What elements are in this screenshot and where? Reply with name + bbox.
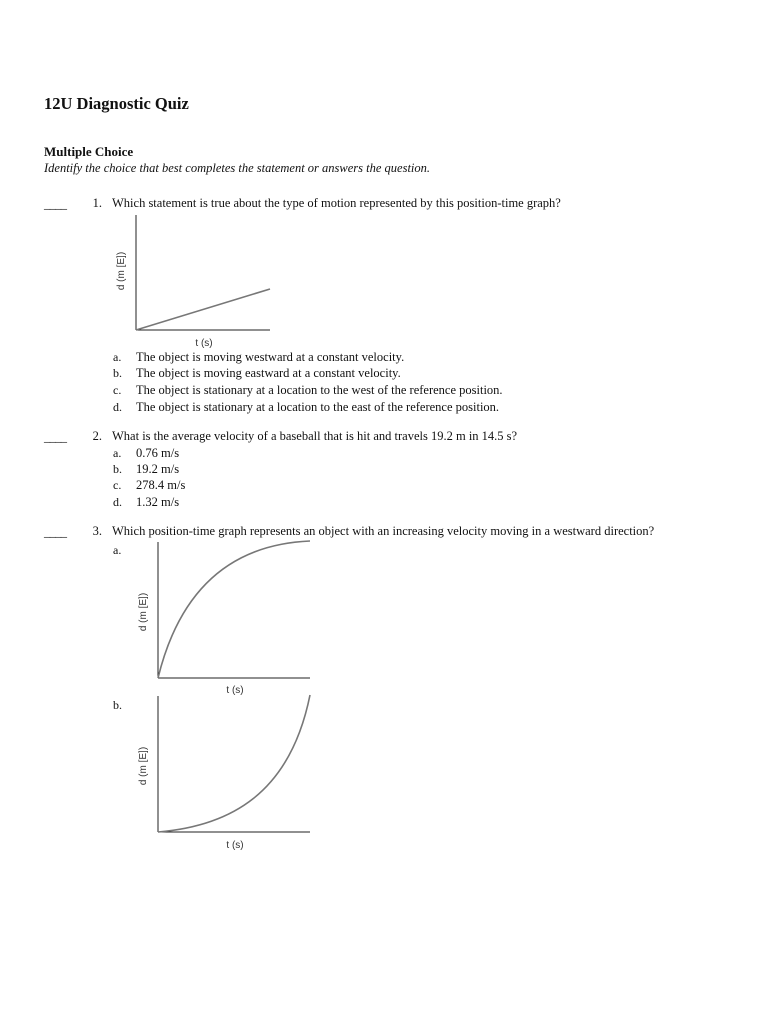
question-number: 2. [92, 429, 102, 443]
option-letter: b. [113, 366, 122, 380]
y-axis-label: d (m [E]) [116, 251, 127, 291]
option-letter: d. [113, 400, 122, 414]
instructions: Identify the choice that best completes the statement or answers the question. [44, 161, 431, 175]
option-text: The object is stationary at a location to the west of the reference position. [136, 383, 503, 397]
option-text: 1.32 m/s [136, 495, 180, 509]
option-letter: b. [113, 698, 122, 712]
option-text: 19.2 m/s [136, 462, 180, 476]
question-number: 3. [92, 524, 102, 538]
position-time-graph-q3a [130, 540, 320, 700]
section-title: Multiple Choice [44, 144, 134, 159]
answer-blank-q3[interactable]: ____ [44, 524, 66, 539]
option-letter: d. [113, 495, 122, 509]
graph-curve [158, 541, 310, 678]
question-number: 1. [92, 196, 102, 210]
x-axis-label: t (s) [226, 840, 244, 851]
question-text: Which statement is true about the type of motion represented by this position-time graph? [112, 196, 561, 210]
position-time-graph-q3b [130, 694, 320, 854]
answer-blank-q1[interactable]: ____ [44, 196, 66, 211]
option-text: 0.76 m/s [136, 446, 180, 460]
graph-curve [136, 289, 270, 330]
x-axis-label: t (s) [195, 338, 213, 349]
option-letter: a. [113, 446, 122, 460]
x-axis-label: t (s) [226, 685, 244, 696]
option-letter: c. [113, 383, 122, 397]
y-axis-label: d (m [E]) [138, 746, 149, 786]
question-text: What is the average velocity of a baseball that is hit and travels 19.2 m in 14.5 s? [112, 429, 518, 443]
option-letter: a. [113, 350, 122, 364]
option-letter: c. [113, 478, 122, 492]
position-time-graph-q1 [112, 213, 282, 353]
option-letter: b. [113, 462, 122, 476]
graph-curve [158, 695, 310, 832]
question-text: Which position-time graph represents an object with an increasing velocity moving in a westward direction? [112, 524, 655, 538]
option-letter: a. [113, 543, 122, 557]
answer-blank-q2[interactable]: ____ [44, 429, 66, 444]
quiz-title: 12U Diagnostic Quiz [44, 94, 189, 113]
option-text: The object is moving eastward at a constant velocity. [136, 366, 401, 380]
option-text: The object is stationary at a location to the east of the reference position. [136, 400, 500, 414]
option-text: 278.4 m/s [136, 478, 186, 492]
option-text: The object is moving westward at a constant velocity. [136, 350, 405, 364]
y-axis-label: d (m [E]) [138, 592, 149, 632]
